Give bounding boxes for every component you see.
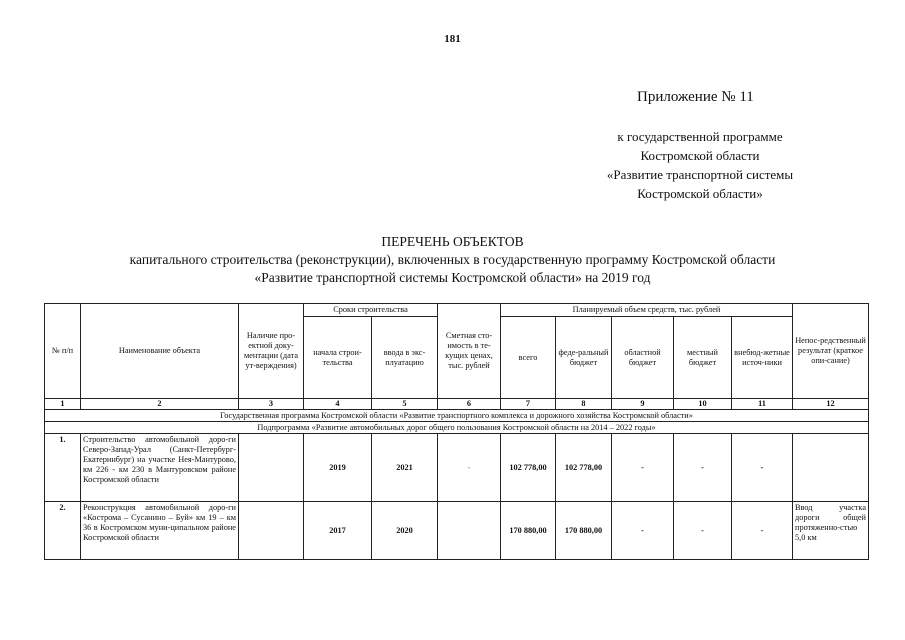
row-total: 170 880,00 [501,502,556,560]
document-subtitle: капитального строительства (реконструкции), включенных в государственную программу Костромской области [129,252,776,267]
row-result [793,434,869,502]
header-federal: феде-ральный бюджет [556,317,612,399]
row-commission-year: 2021 [372,434,438,502]
row-federal: 170 880,00 [556,502,612,560]
row-start-year: 2017 [304,502,372,560]
header-commission: ввода в экс-плуатацию [372,317,438,399]
row-commission-year: 2020 [372,502,438,560]
row-local: - [674,434,732,502]
row-regional: - [612,434,674,502]
appendix-title: Приложение № 11 [637,89,754,105]
appendix-ref-line: Костромской области» [637,186,763,201]
row-start-year: 2019 [304,434,372,502]
appendix-ref-line: «Развитие транспортной системы [606,167,794,182]
row-regional: - [612,502,674,560]
header-terms-group: Сроки строительства [304,304,438,317]
column-number: 11 [732,399,793,410]
column-number: 2 [81,399,239,410]
column-number: 10 [674,399,732,410]
appendix-ref-line: к государственной программе [617,129,783,144]
subprogram-row: Подпрограмма «Развитие автомобильных дорог общего пользования Костромской области на 2014 – 2022 годы» [45,422,869,434]
header-total: всего [501,317,556,399]
header-funding-group: Планируемый объем средств, тыс. рублей [501,304,793,317]
row-federal: 102 778,00 [556,434,612,502]
header-result: Непос-редственный результат (краткое опи-сание) [793,304,869,399]
row-offbudget: - [732,434,793,502]
column-number: 4 [304,399,372,410]
row-docs [239,502,304,560]
document-title: ПЕРЕЧЕНЬ ОБЪЕКТОВ [381,234,524,249]
document-subtitle: «Развитие транспортной системы Костромской области» на 2019 год [254,270,651,285]
row-object-name: Реконструкция автомобильной доро-ги «Кострома – Сусанино – Буй» км 19 – км 36 в Костромском муни-ципальном районе Костромской области [81,502,239,560]
row-object-name: Строительство автомобильной доро-ги Северо-Запад-Урал (Санкт-Петербург-Екатеринбург) на участке Нея-Мантурово, км 226 - км 230 в Мантуровском районе Костромской области [81,434,239,502]
row-total: 102 778,00 [501,434,556,502]
column-number: 12 [793,399,869,410]
header-local: местный бюджет [674,317,732,399]
header-num: № п/п [45,304,81,399]
column-number: 7 [501,399,556,410]
column-number: 6 [438,399,501,410]
column-number: 1 [45,399,81,410]
row-estimate [438,502,501,560]
row-estimate: - [438,434,501,502]
header-estimate: Сметная сто-имость в те-кущих ценах, тыс. рублей [438,304,501,399]
row-num: 2. [45,502,81,560]
row-local: - [674,502,732,560]
row-offbudget: - [732,502,793,560]
column-number: 3 [239,399,304,410]
table-row [45,502,869,560]
header-start: начала строи-тельства [304,317,372,399]
program-row: Государственная программа Костромской области «Развитие транспортного комплекса и дорожного хозяйства Костромской области» [45,410,869,422]
appendix-ref-line: Костромской области [640,148,760,163]
column-number: 9 [612,399,674,410]
header-offbudget: внебюд-жетные источ-ники [732,317,793,399]
column-number: 8 [556,399,612,410]
page-number: 181 [444,33,461,45]
row-num: 1. [45,434,81,502]
row-docs [239,434,304,502]
column-number: 5 [372,399,438,410]
table-row [45,434,869,502]
header-docs: Наличие про-ектной доку-ментации (дата ут-верждения) [239,304,304,399]
header-name: Наименование объекта [81,304,239,399]
objects-table [44,303,869,560]
header-regional: областной бюджет [612,317,674,399]
row-result: Ввод участка дороги общей протяженно-стью 5,0 км [793,502,869,560]
